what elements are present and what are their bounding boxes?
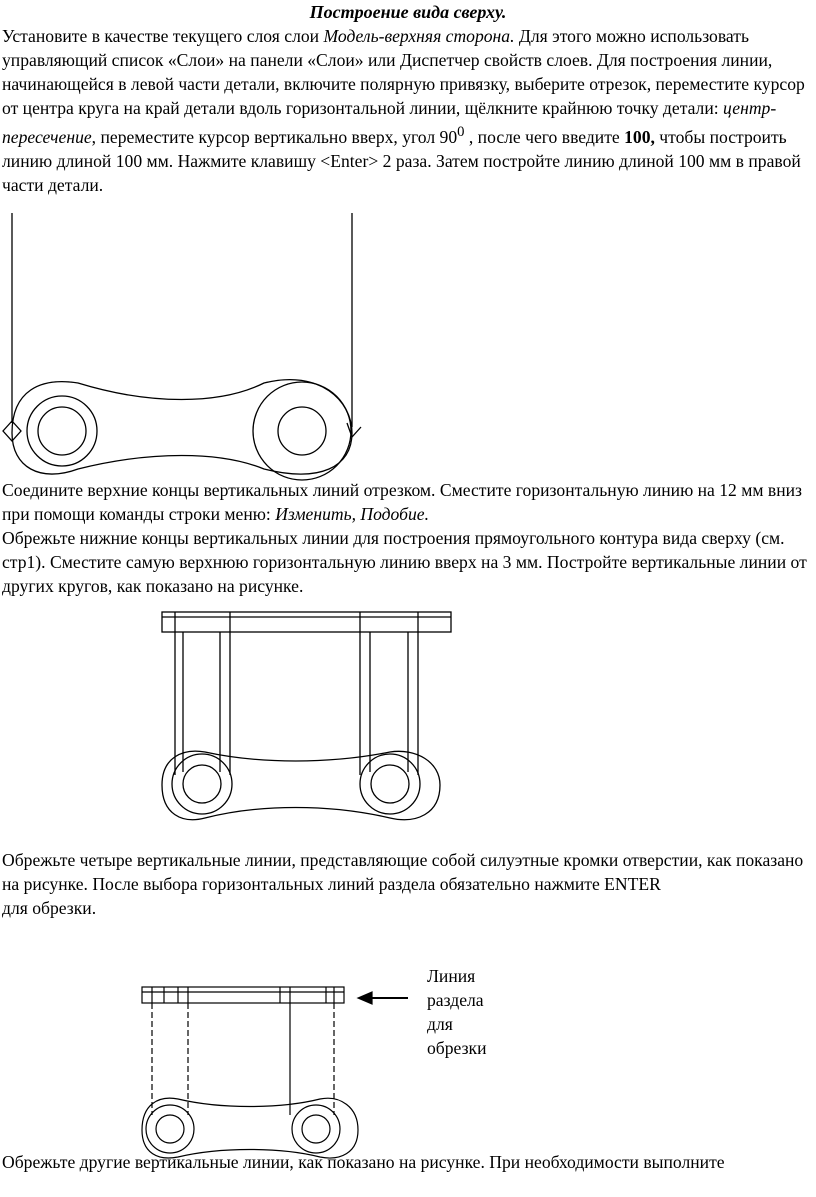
- p2-text: Обрежьте нижние концы вертикальных линии для построения прямоугольного контура вида сверху (см. стр1). Сместите самую верхнюю горизонтальную линию вверх на 3 мм. Постройте вертикальные линии от других кругов, как показано на рисунке.: [2, 528, 807, 596]
- p2-text: Соедините верхние концы вертикальных линий отрезком. Сместите горизонтальную линию на 12 мм вниз при помощи команды строки меню:: [2, 480, 802, 524]
- p1-text: , после чего введите: [464, 126, 625, 147]
- p1-value: 100,: [624, 126, 655, 147]
- p1-layer-name: Модель-верхняя сторона.: [323, 26, 515, 46]
- section-line-label: [427, 964, 486, 1060]
- p3-text: Обрежьте четыре вертикальные линии, представляющие собой силуэтные кромки отверстии, как показано на рисунке. После выбора горизонтальных линий раздела обязательно нажмите ENTER: [2, 850, 804, 894]
- link-outline: [12, 380, 352, 474]
- p1-text: Установите в качестве текущего слоя слои: [2, 26, 324, 46]
- section-band: [142, 987, 344, 1003]
- p2-command: Изменить, Подобие.: [275, 504, 429, 524]
- right-outer-circle: [253, 382, 351, 480]
- p1-text: Для этого можно использовать управляющий список «Слои» на панели «Слои» или Диспетчер свойств слоев. Для построения линии, начинающейся в левой части детали, включите полярную привязку, выберите отрезок, переместите курсор от центра круга на край детали вдоль горизонтальной линии, щёлкните крайнюю точку детали:: [2, 26, 805, 118]
- paragraph-1: [2, 24, 814, 197]
- snap-marker-right: [347, 423, 361, 437]
- p1-snap-name: центр-пересечение: [2, 98, 777, 147]
- label-line: раздела: [427, 990, 484, 1010]
- figure-3-drawing: [130, 975, 410, 1165]
- p3-text: для обрезки.: [2, 898, 97, 918]
- arrow-head: [358, 992, 372, 1004]
- top-band: [162, 612, 451, 632]
- page-title: Построение вида сверху.: [309, 2, 507, 22]
- figure-2-drawing: [150, 600, 470, 840]
- link-outline: [162, 751, 440, 820]
- p1-text: чтобы построить линию длиной 100 мм. Нажмите клавишу <Enter> 2 раза. Затем постройте линию длиной 100 мм в правой части детали.: [2, 126, 801, 195]
- right-inner-circle: [278, 407, 326, 455]
- label-line: для: [427, 1014, 453, 1034]
- p1-text: , переместите курсор вертикально вверх, угол 90: [91, 126, 458, 147]
- paragraph-3: [2, 848, 814, 920]
- paragraph-2: [2, 478, 814, 598]
- figure-1-drawing: [0, 205, 370, 483]
- p1-degree: 0: [457, 124, 465, 140]
- paragraph-4: Обрежьте другие вертикальные линии, как показано на рисунке. При необходимости выполните: [2, 1152, 725, 1172]
- label-line: обрезки: [427, 1038, 487, 1058]
- label-line: Линия: [427, 966, 476, 986]
- left-inner-circle: [38, 407, 86, 455]
